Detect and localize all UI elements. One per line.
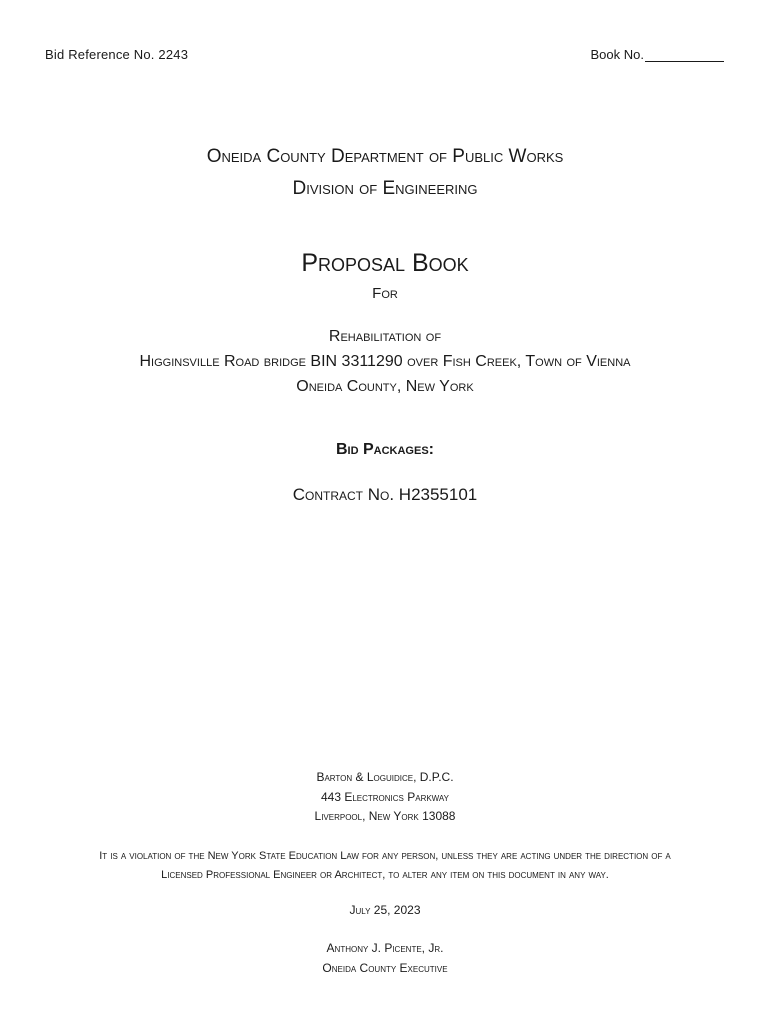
document-date: July 25, 2023 <box>349 903 421 917</box>
division-heading: Division of Engineering <box>292 178 478 199</box>
engineer-city: Liverpool, New York 13088 <box>314 809 456 823</box>
legal-notice-line-2: Licensed Professional Engineer or Architect, to alter any item on this document in any way. <box>161 869 609 881</box>
contract-number: Contract No. H2355101 <box>292 485 478 504</box>
book-number-blank <box>645 47 724 62</box>
engineer-firm: Barton & Loguidice, D.P.C. <box>316 770 454 784</box>
executive-title: Oneida County Executive <box>322 961 448 975</box>
book-number-label: Book No. <box>590 47 644 62</box>
legal-notice <box>0 847 770 885</box>
document-title: Proposal Book <box>301 249 469 277</box>
project-line-2: Higginsville Road bridge BIN 3311290 over Fish Creek, Town of Vienna <box>139 353 631 370</box>
engineer-address: 443 Electronics Parkway <box>320 790 450 804</box>
executive-name: Anthony J. Picente, Jr. <box>326 941 444 955</box>
bid-reference: Bid Reference No. 2243 <box>45 47 189 62</box>
department-heading: Oneida County Department of Public Works <box>206 146 564 167</box>
project-line-1: Rehabilitation of <box>328 328 442 345</box>
book-number <box>591 47 724 62</box>
for-label: For <box>372 285 398 302</box>
project-line-3: Oneida County, New York <box>296 378 474 395</box>
legal-notice-line-1: It is a violation of the New York State Education Law for any person, unless they are acting under the direction of a <box>99 850 671 862</box>
bid-packages-label: Bid Packages: <box>335 441 434 458</box>
